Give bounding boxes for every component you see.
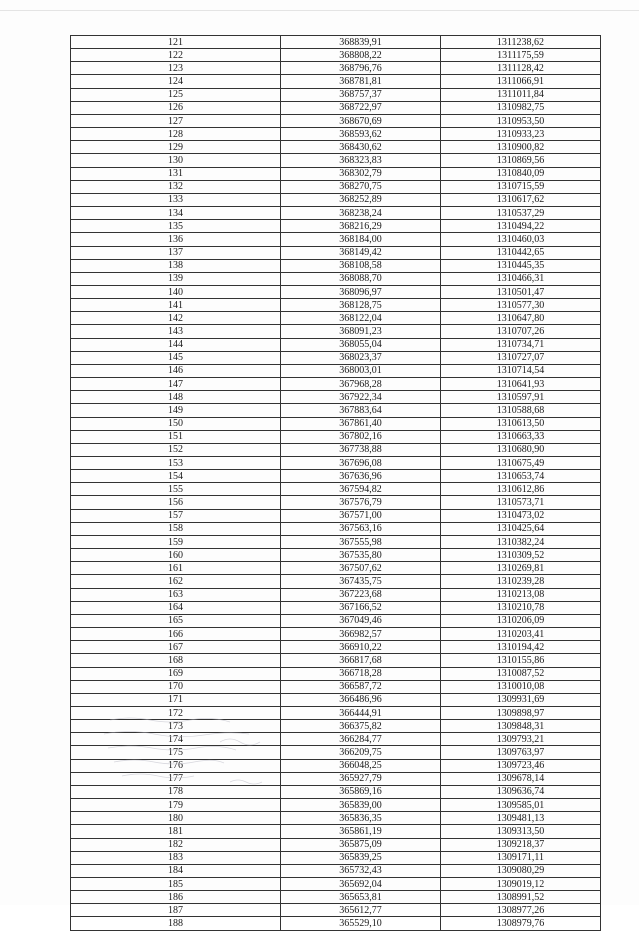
- y-coordinate-cell: 1308991,52: [441, 891, 601, 904]
- table-row: [71, 220, 601, 233]
- coordinates-table-body: [71, 36, 601, 931]
- point-number-cell: 140: [71, 285, 281, 298]
- table-row: [71, 404, 601, 417]
- point-number-cell: 123: [71, 62, 281, 75]
- point-number-cell: 161: [71, 562, 281, 575]
- x-coordinate-cell: 365529,10: [281, 917, 441, 930]
- table-row: [71, 614, 601, 627]
- y-coordinate-cell: 1309636,74: [441, 785, 601, 798]
- x-coordinate-cell: 365692,04: [281, 878, 441, 891]
- x-coordinate-cell: 368430,62: [281, 141, 441, 154]
- y-coordinate-cell: 1310213,08: [441, 588, 601, 601]
- y-coordinate-cell: 1310537,29: [441, 207, 601, 220]
- y-coordinate-cell: 1310641,93: [441, 378, 601, 391]
- y-coordinate-cell: 1309585,01: [441, 799, 601, 812]
- point-number-cell: 168: [71, 654, 281, 667]
- x-coordinate-cell: 367576,79: [281, 496, 441, 509]
- point-number-cell: 136: [71, 233, 281, 246]
- point-number-cell: 163: [71, 588, 281, 601]
- x-coordinate-cell: 366982,57: [281, 628, 441, 641]
- table-row: [71, 483, 601, 496]
- x-coordinate-cell: 365839,25: [281, 851, 441, 864]
- y-coordinate-cell: 1311175,59: [441, 49, 601, 62]
- y-coordinate-cell: 1310727,07: [441, 351, 601, 364]
- y-coordinate-cell: 1310675,49: [441, 457, 601, 470]
- y-coordinate-cell: 1310663,33: [441, 430, 601, 443]
- point-number-cell: 124: [71, 75, 281, 88]
- point-number-cell: 126: [71, 101, 281, 114]
- table-row: [71, 588, 601, 601]
- x-coordinate-cell: 366444,91: [281, 706, 441, 719]
- y-coordinate-cell: 1310445,35: [441, 259, 601, 272]
- point-number-cell: 148: [71, 391, 281, 404]
- y-coordinate-cell: 1309218,37: [441, 838, 601, 851]
- x-coordinate-cell: 367594,82: [281, 483, 441, 496]
- point-number-cell: 187: [71, 904, 281, 917]
- table-row: [71, 917, 601, 930]
- point-number-cell: 180: [71, 812, 281, 825]
- x-coordinate-cell: 367738,88: [281, 443, 441, 456]
- x-coordinate-cell: 366718,28: [281, 667, 441, 680]
- table-row: [71, 351, 601, 364]
- table-row: [71, 601, 601, 614]
- y-coordinate-cell: 1310953,50: [441, 114, 601, 127]
- table-row: [71, 746, 601, 759]
- table-row: [71, 364, 601, 377]
- point-number-cell: 128: [71, 128, 281, 141]
- x-coordinate-cell: 368003,01: [281, 364, 441, 377]
- x-coordinate-cell: 366209,75: [281, 746, 441, 759]
- x-coordinate-cell: 368055,04: [281, 338, 441, 351]
- page-top-divider: [0, 10, 639, 11]
- table-row: [71, 378, 601, 391]
- point-number-cell: 164: [71, 601, 281, 614]
- x-coordinate-cell: 367861,40: [281, 417, 441, 430]
- y-coordinate-cell: 1310933,23: [441, 128, 601, 141]
- point-number-cell: 176: [71, 759, 281, 772]
- table-row: [71, 75, 601, 88]
- table-row: [71, 180, 601, 193]
- table-row: [71, 772, 601, 785]
- table-row: [71, 759, 601, 772]
- y-coordinate-cell: 1310707,26: [441, 325, 601, 338]
- table-row: [71, 812, 601, 825]
- table-row: [71, 101, 601, 114]
- x-coordinate-cell: 365869,16: [281, 785, 441, 798]
- y-coordinate-cell: 1310840,09: [441, 167, 601, 180]
- table-row: [71, 443, 601, 456]
- x-coordinate-cell: 367968,28: [281, 378, 441, 391]
- x-coordinate-cell: 366284,77: [281, 733, 441, 746]
- point-number-cell: 162: [71, 575, 281, 588]
- table-row: [71, 549, 601, 562]
- y-coordinate-cell: 1310382,24: [441, 535, 601, 548]
- x-coordinate-cell: 367563,16: [281, 522, 441, 535]
- y-coordinate-cell: 1310460,03: [441, 233, 601, 246]
- y-coordinate-cell: 1309678,14: [441, 772, 601, 785]
- x-coordinate-cell: 368839,91: [281, 36, 441, 49]
- x-coordinate-cell: 368108,58: [281, 259, 441, 272]
- point-number-cell: 147: [71, 378, 281, 391]
- x-coordinate-cell: 368149,42: [281, 246, 441, 259]
- y-coordinate-cell: 1311066,91: [441, 75, 601, 88]
- point-number-cell: 188: [71, 917, 281, 930]
- x-coordinate-cell: 366048,25: [281, 759, 441, 772]
- y-coordinate-cell: 1310577,30: [441, 299, 601, 312]
- x-coordinate-cell: 367535,80: [281, 549, 441, 562]
- y-coordinate-cell: 1310734,71: [441, 338, 601, 351]
- table-row: [71, 49, 601, 62]
- point-number-cell: 154: [71, 470, 281, 483]
- table-row: [71, 167, 601, 180]
- point-number-cell: 186: [71, 891, 281, 904]
- table-row: [71, 36, 601, 49]
- x-coordinate-cell: 368722,97: [281, 101, 441, 114]
- point-number-cell: 159: [71, 535, 281, 548]
- x-coordinate-cell: 366486,96: [281, 693, 441, 706]
- point-number-cell: 158: [71, 522, 281, 535]
- x-coordinate-cell: 368096,97: [281, 285, 441, 298]
- point-number-cell: 185: [71, 878, 281, 891]
- y-coordinate-cell: 1310588,68: [441, 404, 601, 417]
- y-coordinate-cell: 1311128,42: [441, 62, 601, 75]
- point-number-cell: 143: [71, 325, 281, 338]
- point-number-cell: 144: [71, 338, 281, 351]
- y-coordinate-cell: 1310425,64: [441, 522, 601, 535]
- table-row: [71, 851, 601, 864]
- x-coordinate-cell: 368781,81: [281, 75, 441, 88]
- y-coordinate-cell: 1310087,52: [441, 667, 601, 680]
- x-coordinate-cell: 367049,46: [281, 614, 441, 627]
- point-number-cell: 166: [71, 628, 281, 641]
- y-coordinate-cell: 1309723,46: [441, 759, 601, 772]
- x-coordinate-cell: 366910,22: [281, 641, 441, 654]
- y-coordinate-cell: 1310573,71: [441, 496, 601, 509]
- y-coordinate-cell: 1310494,22: [441, 220, 601, 233]
- point-number-cell: 179: [71, 799, 281, 812]
- x-coordinate-cell: 368088,70: [281, 272, 441, 285]
- table-row: [71, 667, 601, 680]
- point-number-cell: 167: [71, 641, 281, 654]
- x-coordinate-cell: 368023,37: [281, 351, 441, 364]
- table-row: [71, 693, 601, 706]
- y-coordinate-cell: 1310900,82: [441, 141, 601, 154]
- y-coordinate-cell: 1309898,97: [441, 706, 601, 719]
- table-row: [71, 575, 601, 588]
- y-coordinate-cell: 1311238,62: [441, 36, 601, 49]
- point-number-cell: 131: [71, 167, 281, 180]
- x-coordinate-cell: 368238,24: [281, 207, 441, 220]
- point-number-cell: 155: [71, 483, 281, 496]
- x-coordinate-cell: 367883,64: [281, 404, 441, 417]
- table-row: [71, 904, 601, 917]
- x-coordinate-cell: 367223,68: [281, 588, 441, 601]
- y-coordinate-cell: 1310203,41: [441, 628, 601, 641]
- y-coordinate-cell: 1308979,76: [441, 917, 601, 930]
- table-row: [71, 706, 601, 719]
- x-coordinate-cell: 368216,29: [281, 220, 441, 233]
- point-number-cell: 184: [71, 864, 281, 877]
- point-number-cell: 157: [71, 509, 281, 522]
- table-row: [71, 141, 601, 154]
- table-row: [71, 246, 601, 259]
- table-row: [71, 88, 601, 101]
- x-coordinate-cell: 368091,23: [281, 325, 441, 338]
- table-row: [71, 233, 601, 246]
- point-number-cell: 133: [71, 193, 281, 206]
- table-row: [71, 457, 601, 470]
- table-row: [71, 785, 601, 798]
- x-coordinate-cell: 367922,34: [281, 391, 441, 404]
- table-row: [71, 799, 601, 812]
- y-coordinate-cell: 1310982,75: [441, 101, 601, 114]
- point-number-cell: 172: [71, 706, 281, 719]
- table-row: [71, 496, 601, 509]
- y-coordinate-cell: 1311011,84: [441, 88, 601, 101]
- point-number-cell: 156: [71, 496, 281, 509]
- y-coordinate-cell: 1310210,78: [441, 601, 601, 614]
- point-number-cell: 152: [71, 443, 281, 456]
- point-number-cell: 145: [71, 351, 281, 364]
- y-coordinate-cell: 1310653,74: [441, 470, 601, 483]
- table-row: [71, 509, 601, 522]
- table-row: [71, 193, 601, 206]
- x-coordinate-cell: 368593,62: [281, 128, 441, 141]
- point-number-cell: 175: [71, 746, 281, 759]
- coordinates-table: [70, 35, 601, 931]
- point-number-cell: 129: [71, 141, 281, 154]
- x-coordinate-cell: 365732,43: [281, 864, 441, 877]
- x-coordinate-cell: 367507,62: [281, 562, 441, 575]
- table-row: [71, 325, 601, 338]
- table-row: [71, 641, 601, 654]
- table-row: [71, 417, 601, 430]
- point-number-cell: 146: [71, 364, 281, 377]
- x-coordinate-cell: 365861,19: [281, 825, 441, 838]
- table-row: [71, 285, 601, 298]
- x-coordinate-cell: 365927,79: [281, 772, 441, 785]
- y-coordinate-cell: 1310647,80: [441, 312, 601, 325]
- y-coordinate-cell: 1310612,86: [441, 483, 601, 496]
- y-coordinate-cell: 1310597,91: [441, 391, 601, 404]
- table-row: [71, 825, 601, 838]
- y-coordinate-cell: 1310466,31: [441, 272, 601, 285]
- point-number-cell: 160: [71, 549, 281, 562]
- y-coordinate-cell: 1309481,13: [441, 812, 601, 825]
- table-row: [71, 838, 601, 851]
- table-row: [71, 562, 601, 575]
- point-number-cell: 182: [71, 838, 281, 851]
- table-row: [71, 299, 601, 312]
- y-coordinate-cell: 1308977,26: [441, 904, 601, 917]
- table-row: [71, 338, 601, 351]
- x-coordinate-cell: 368128,75: [281, 299, 441, 312]
- y-coordinate-cell: 1310194,42: [441, 641, 601, 654]
- x-coordinate-cell: 368670,69: [281, 114, 441, 127]
- point-number-cell: 135: [71, 220, 281, 233]
- y-coordinate-cell: 1310680,90: [441, 443, 601, 456]
- x-coordinate-cell: 368796,76: [281, 62, 441, 75]
- point-number-cell: 122: [71, 49, 281, 62]
- x-coordinate-cell: 368184,00: [281, 233, 441, 246]
- point-number-cell: 134: [71, 207, 281, 220]
- y-coordinate-cell: 1309019,12: [441, 878, 601, 891]
- y-coordinate-cell: 1309763,97: [441, 746, 601, 759]
- y-coordinate-cell: 1310155,86: [441, 654, 601, 667]
- y-coordinate-cell: 1310473,02: [441, 509, 601, 522]
- table-row: [71, 535, 601, 548]
- y-coordinate-cell: 1310714,54: [441, 364, 601, 377]
- x-coordinate-cell: 365839,00: [281, 799, 441, 812]
- x-coordinate-cell: 367802,16: [281, 430, 441, 443]
- table-row: [71, 62, 601, 75]
- x-coordinate-cell: 365836,35: [281, 812, 441, 825]
- y-coordinate-cell: 1310869,56: [441, 154, 601, 167]
- table-row: [71, 878, 601, 891]
- table-row: [71, 654, 601, 667]
- point-number-cell: 183: [71, 851, 281, 864]
- y-coordinate-cell: 1309171,11: [441, 851, 601, 864]
- x-coordinate-cell: 367435,75: [281, 575, 441, 588]
- point-number-cell: 169: [71, 667, 281, 680]
- point-number-cell: 127: [71, 114, 281, 127]
- x-coordinate-cell: 367166,52: [281, 601, 441, 614]
- point-number-cell: 177: [71, 772, 281, 785]
- point-number-cell: 142: [71, 312, 281, 325]
- table-row: [71, 154, 601, 167]
- x-coordinate-cell: 365875,09: [281, 838, 441, 851]
- table-row: [71, 470, 601, 483]
- table-row: [71, 128, 601, 141]
- table-row: [71, 522, 601, 535]
- table-row: [71, 628, 601, 641]
- table-row: [71, 391, 601, 404]
- y-coordinate-cell: 1310269,81: [441, 562, 601, 575]
- y-coordinate-cell: 1310613,50: [441, 417, 601, 430]
- point-number-cell: 165: [71, 614, 281, 627]
- y-coordinate-cell: 1310206,09: [441, 614, 601, 627]
- table-row: [71, 312, 601, 325]
- point-number-cell: 141: [71, 299, 281, 312]
- table-row: [71, 733, 601, 746]
- x-coordinate-cell: 368808,22: [281, 49, 441, 62]
- point-number-cell: 170: [71, 680, 281, 693]
- point-number-cell: 174: [71, 733, 281, 746]
- x-coordinate-cell: 366817,68: [281, 654, 441, 667]
- point-number-cell: 150: [71, 417, 281, 430]
- x-coordinate-cell: 368252,89: [281, 193, 441, 206]
- point-number-cell: 149: [71, 404, 281, 417]
- point-number-cell: 178: [71, 785, 281, 798]
- y-coordinate-cell: 1310617,62: [441, 193, 601, 206]
- y-coordinate-cell: 1309313,50: [441, 825, 601, 838]
- x-coordinate-cell: 365653,81: [281, 891, 441, 904]
- x-coordinate-cell: 368302,79: [281, 167, 441, 180]
- y-coordinate-cell: 1310309,52: [441, 549, 601, 562]
- table-row: [71, 430, 601, 443]
- table-row: [71, 272, 601, 285]
- point-number-cell: 132: [71, 180, 281, 193]
- point-number-cell: 171: [71, 693, 281, 706]
- table-row: [71, 680, 601, 693]
- y-coordinate-cell: 1310239,28: [441, 575, 601, 588]
- y-coordinate-cell: 1309848,31: [441, 720, 601, 733]
- table-row: [71, 891, 601, 904]
- point-number-cell: 151: [71, 430, 281, 443]
- y-coordinate-cell: 1310010,08: [441, 680, 601, 693]
- x-coordinate-cell: 367571,00: [281, 509, 441, 522]
- x-coordinate-cell: 368323,83: [281, 154, 441, 167]
- point-number-cell: 137: [71, 246, 281, 259]
- point-number-cell: 121: [71, 36, 281, 49]
- table-row: [71, 720, 601, 733]
- point-number-cell: 130: [71, 154, 281, 167]
- table-row: [71, 114, 601, 127]
- x-coordinate-cell: 367555,98: [281, 535, 441, 548]
- y-coordinate-cell: 1310442,65: [441, 246, 601, 259]
- point-number-cell: 125: [71, 88, 281, 101]
- x-coordinate-cell: 366375,82: [281, 720, 441, 733]
- table-row: [71, 207, 601, 220]
- x-coordinate-cell: 367636,96: [281, 470, 441, 483]
- y-coordinate-cell: 1309793,21: [441, 733, 601, 746]
- table-row: [71, 259, 601, 272]
- y-coordinate-cell: 1310501,47: [441, 285, 601, 298]
- x-coordinate-cell: 368757,37: [281, 88, 441, 101]
- point-number-cell: 181: [71, 825, 281, 838]
- point-number-cell: 139: [71, 272, 281, 285]
- y-coordinate-cell: 1310715,59: [441, 180, 601, 193]
- point-number-cell: 138: [71, 259, 281, 272]
- x-coordinate-cell: 367696,08: [281, 457, 441, 470]
- point-number-cell: 173: [71, 720, 281, 733]
- table-row: [71, 864, 601, 877]
- x-coordinate-cell: 366587,72: [281, 680, 441, 693]
- x-coordinate-cell: 368270,75: [281, 180, 441, 193]
- point-number-cell: 153: [71, 457, 281, 470]
- y-coordinate-cell: 1309931,69: [441, 693, 601, 706]
- x-coordinate-cell: 365612,77: [281, 904, 441, 917]
- x-coordinate-cell: 368122,04: [281, 312, 441, 325]
- y-coordinate-cell: 1309080,29: [441, 864, 601, 877]
